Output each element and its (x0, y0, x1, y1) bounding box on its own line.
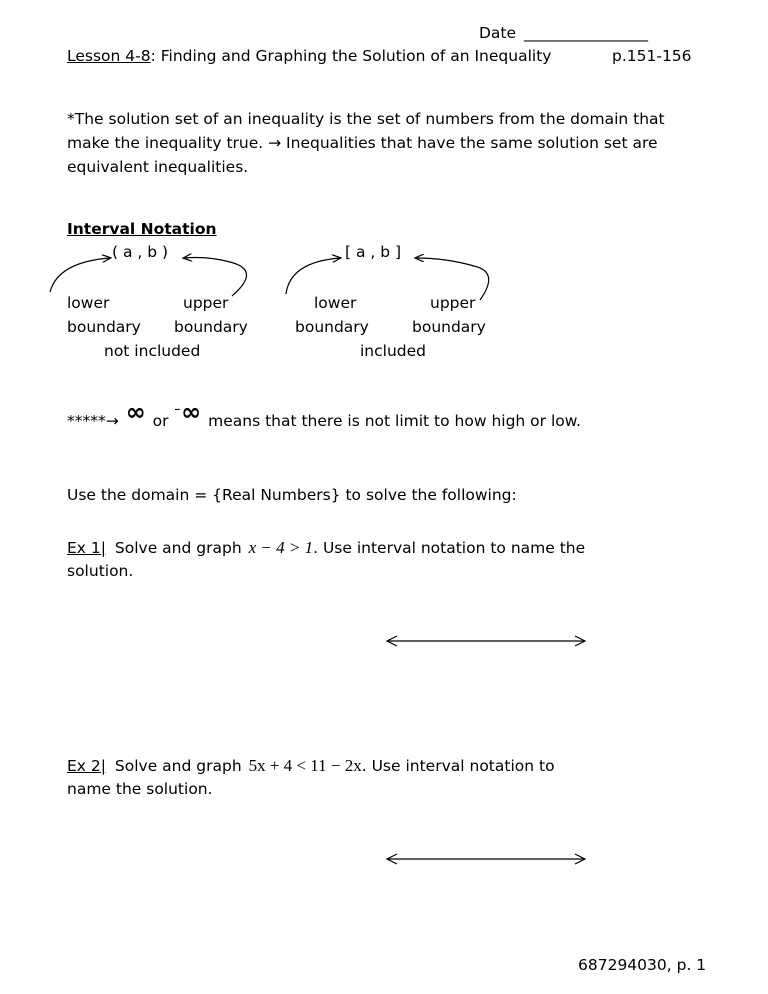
example-2-label: Ex 2| (67, 757, 106, 775)
lesson-number: Lesson 4-8 (67, 47, 151, 65)
closed-upper-boundary: boundary (412, 318, 486, 336)
example-2-inequality: 5x + 4 < 11 − 2x (248, 756, 362, 775)
page-range: p.151-156 (612, 47, 692, 65)
closed-upper-curved-arrow (416, 258, 489, 300)
closed-upper-word: upper (430, 294, 476, 312)
infinity-symbol: ∞ (125, 398, 146, 426)
open-lower-boundary: boundary (67, 318, 141, 336)
open-note: not included (104, 342, 201, 360)
example-1-suffix: . Use interval notation to name the (313, 539, 586, 557)
open-lower-curved-arrow (50, 258, 110, 292)
infinity-meaning: means that there is not limit to how high or low. (208, 412, 581, 430)
open-upper-boundary: boundary (174, 318, 248, 336)
closed-lower-curved-arrow (286, 258, 340, 294)
example-1-inequality: x − 4 > 1 (248, 538, 314, 557)
closed-lower-word: lower (314, 294, 357, 312)
example-1-line2: solution. (67, 562, 134, 580)
closed-note: included (360, 342, 426, 360)
number-line-1 (387, 636, 585, 646)
date-blank: ________________ (524, 24, 648, 42)
example-1-prefix: Solve and graph (114, 539, 242, 557)
closed-interval-notation: [ a , b ] (345, 243, 402, 261)
or-word: or (152, 412, 169, 430)
closed-lower-boundary: boundary (295, 318, 369, 336)
open-interval-notation: ( a , b ) (112, 243, 169, 261)
open-upper-word: upper (183, 294, 229, 312)
example-2-line2: name the solution. (67, 780, 213, 798)
interval-notation-heading: Interval Notation (67, 220, 217, 238)
example-2-suffix: . Use interval notation to (361, 757, 555, 775)
domain-instruction: Use the domain = {Real Numbers} to solve the following: (67, 486, 517, 504)
date-label: Date (479, 24, 517, 42)
footer-page-id: 687294030, p. 1 (578, 956, 707, 974)
intro-paragraph: *The solution set of an inequality is the set of numbers from the domain that make the inequality true. → Inequalities that have the same solution set are equivalent inequalities. (67, 110, 665, 176)
open-upper-curved-arrow (184, 258, 247, 297)
example-1-label: Ex 1| (67, 539, 106, 557)
negative-sign: ¯ (173, 406, 182, 424)
number-line-2 (387, 854, 585, 864)
stars-arrow: *****→ (67, 412, 119, 430)
lesson-name: : Finding and Graphing the Solution of an Inequality (150, 47, 552, 65)
example-2-prefix: Solve and graph (114, 757, 242, 775)
open-lower-word: lower (67, 294, 110, 312)
negative-infinity-symbol: ∞ (181, 398, 202, 426)
